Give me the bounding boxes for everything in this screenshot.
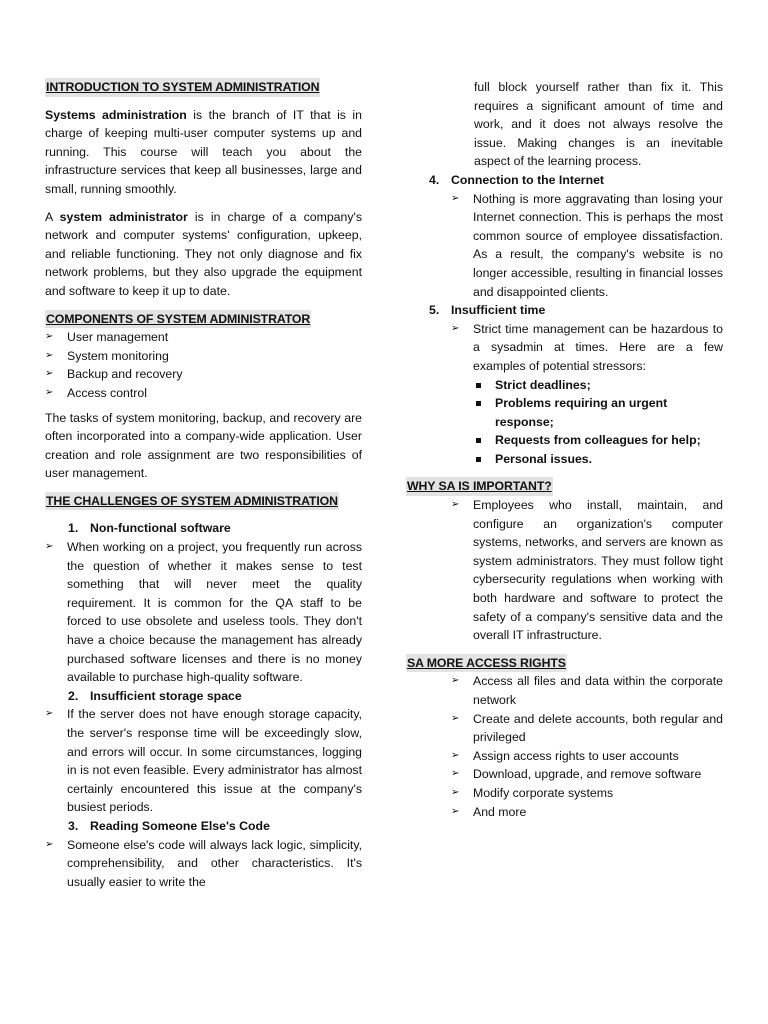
list-item: ➢ Someone else's code will always lack logic, simplicity, comprehensibility, and other characteristics. It's usually easier to write the bbox=[45, 837, 362, 889]
components-heading: COMPONENTS OF SYSTEM ADMINISTRATOR bbox=[45, 310, 311, 329]
components-paragraph: The tasks of system monitoring, backup, and recovery are often incorporated into a company-wide application. User creation and role assignment are two responsibilities of user management. bbox=[45, 410, 362, 481]
arrow-bullet-icon: ➢ bbox=[451, 675, 460, 687]
list-item: ➢ Download, upgrade, and remove software bbox=[451, 765, 723, 784]
challenge-2-detail bbox=[45, 705, 362, 817]
why-list bbox=[451, 496, 723, 645]
arrow-bullet-icon: ➢ bbox=[451, 322, 460, 334]
list-item: ➢ Employees who install, maintain, and configure an organization's computer systems, networks, and servers are known as system administrators. They must follow tight cybersecurity regulations when working with both hardware and software to protect the safety of a company's sensitive data and the overall IT infrastructure. bbox=[451, 498, 723, 643]
list-item: ➢ Nothing is more aggravating than losing your Internet connection. This is perhaps the most common source of employee dissatisfaction. As a result, the company's website is no longer accessible, resulting in financial losses and disappointed clients. bbox=[451, 191, 723, 299]
intro-heading: INTRODUCTION TO SYSTEM ADMINISTRATION bbox=[45, 78, 320, 97]
list-item: Personal issues. bbox=[473, 450, 723, 469]
arrow-bullet-icon: ➢ bbox=[451, 805, 460, 817]
list-item: Problems requiring an urgent response; bbox=[473, 394, 723, 431]
arrow-bullet-icon: ➢ bbox=[451, 768, 460, 780]
arrow-bullet-icon: ➢ bbox=[45, 838, 54, 850]
list-item: ➢ User management bbox=[45, 328, 362, 347]
list-item: Requests from colleagues for help; bbox=[473, 431, 723, 450]
arrow-bullet-icon: ➢ bbox=[451, 499, 460, 511]
challenges-heading: THE CHALLENGES OF SYSTEM ADMINISTRATION bbox=[45, 492, 339, 511]
challenge-item-2: 2. Insufficient storage space bbox=[68, 688, 242, 703]
access-list bbox=[451, 672, 723, 821]
arrow-bullet-icon: ➢ bbox=[45, 541, 54, 553]
list-item: ➢ System monitoring bbox=[45, 347, 362, 366]
challenge-4-detail bbox=[451, 190, 723, 302]
arrow-bullet-icon: ➢ bbox=[45, 386, 54, 398]
intro-paragraph-2: A system administrator is in charge of a company's network and computer systems' configuration, upkeep, and reliable functioning. They not only diagnose and fix network problems, but they also upgrade the equipment and software to keep it up to date. bbox=[45, 209, 362, 298]
list-item: ➢ If the server does not have enough storage capacity, the server's response time will be exceedingly slow, and errors will occur. In some circumstances, logging in is not even feasible. Every administrator has almost certainly encountered this issue at the company's busiest periods. bbox=[45, 707, 362, 815]
challenge-5-detail bbox=[451, 320, 723, 376]
square-bullet-icon bbox=[476, 401, 481, 406]
square-bullet-icon bbox=[476, 383, 481, 388]
challenge-item-5: 5. Insufficient time bbox=[429, 303, 546, 318]
list-item: ➢ When working on a project, you frequently run across the question of whether it makes sense to test something that will never meet the quality requirement. It is common for the QA staff to be forced to use obsolete and useless tools. They don't have a choice because the management has already purchased software licenses and there is no money available to purchase high-quality software. bbox=[45, 540, 362, 685]
arrow-bullet-icon: ➢ bbox=[451, 192, 460, 204]
systems-administration-term: Systems administration bbox=[45, 107, 187, 122]
arrow-bullet-icon: ➢ bbox=[451, 712, 460, 724]
list-item: ➢ Access all files and data within the corporate network bbox=[451, 674, 723, 707]
list-item: ➢ Modify corporate systems bbox=[451, 784, 723, 803]
arrow-bullet-icon: ➢ bbox=[45, 331, 54, 343]
components-list bbox=[45, 328, 362, 402]
list-item: ➢ Backup and recovery bbox=[45, 365, 362, 384]
challenge-item-4: 4. Connection to the Internet bbox=[429, 172, 605, 187]
arrow-bullet-icon: ➢ bbox=[45, 349, 54, 361]
arrow-bullet-icon: ➢ bbox=[45, 708, 54, 720]
list-item: ➢ Strict time management can be hazardous to a sysadmin at times. Here are a few examples of potential stressors: bbox=[451, 321, 723, 373]
list-item: ➢ And more bbox=[451, 803, 723, 822]
right-column bbox=[406, 78, 723, 821]
why-heading: WHY SA IS IMPORTANT? bbox=[406, 477, 553, 496]
square-bullet-icon bbox=[476, 457, 481, 462]
arrow-bullet-icon: ➢ bbox=[451, 786, 460, 798]
arrow-bullet-icon: ➢ bbox=[451, 749, 460, 761]
challenge-3-detail bbox=[45, 836, 362, 892]
challenge-1-detail bbox=[45, 538, 362, 687]
square-bullet-icon bbox=[476, 438, 481, 443]
challenge-item-3: 3. Reading Someone Else's Code bbox=[68, 818, 270, 833]
access-heading: SA MORE ACCESS RIGHTS bbox=[406, 654, 567, 673]
list-item: ➢ Access control bbox=[45, 384, 362, 403]
list-item: Strict deadlines; bbox=[473, 376, 723, 395]
challenge-3-continuation: full block yourself rather than fix it. This requires a significant amount of time and work, and it does not always resolve the issue. Making changes is an inevitable aspect of the learning process. bbox=[474, 80, 723, 169]
arrow-bullet-icon: ➢ bbox=[45, 368, 54, 380]
intro-paragraph-1: Systems administration is the branch of IT that is in charge of keeping multi-user computer systems up and running. This course will teach you about the infrastructure services that keep all businesses, large and small, running smoothly. bbox=[45, 107, 362, 196]
challenge-item-1: 1. Non-functional software bbox=[68, 521, 231, 536]
list-item: ➢ Create and delete accounts, both regular and privileged bbox=[451, 711, 723, 745]
list-item: ➢ Assign access rights to user accounts bbox=[451, 747, 723, 766]
system-administrator-term: system administrator bbox=[59, 209, 188, 224]
stressors-list bbox=[473, 376, 723, 469]
left-column bbox=[45, 78, 362, 891]
